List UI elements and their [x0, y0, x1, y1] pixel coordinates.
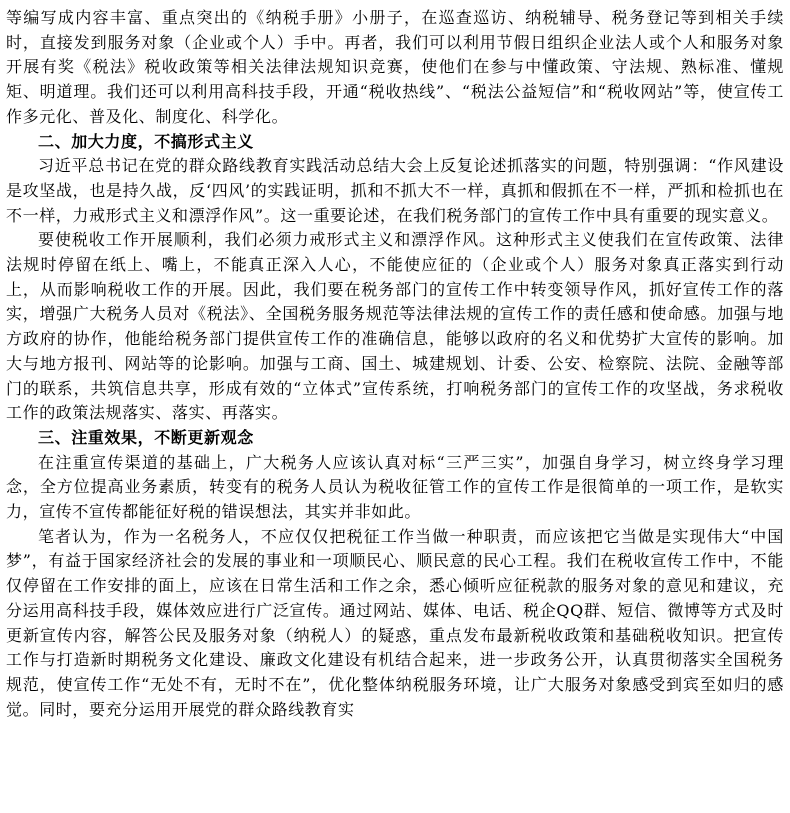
paragraph-2-1: 习近平总书记在党的群众路线教育实践活动总结大会上反复论述抓落实的问题，特别强调：“作风建设是攻坚战，也是持久战，反‘四风’的实践证明，抓和不抓大不一样，真抓和假抓在不一样，严抓和检抓也在不一样，力戒形式主义和漂浮作风”。这一重要论述，在我们税务部门的宣传工作中具有重要的现实意义。 — [6, 156, 784, 225]
section-heading-2: 二、加大力度，不搞形式主义 — [38, 131, 254, 151]
paragraph-3-2: 笔者认为，作为一名税务人，不应仅仅把税征工作当做一种职责，而应该把它当做是实现伟大“中国梦”，有益于国家经济社会的发展的事业和一项顺民心、顺民意的民心工程。我们在税收宣传工作中，不能仅停留在工作安排的面上，应该在日常生活和工作之余，悉心倾听应征税款的服务对象的意见和建议，充分运用高科技手段，媒体效应进行广泛宣传。通过网站、媒体、电话、税企QQ群、短信、微博等方式及时更新宣传内容，解答公民及服务对象（纳税人）的疑惑，重点发布最新税收政策和基础税收知识。把宣传工作与打造新时期税务文化建设、廉政文化建设有机结合起来，进一步政务公开，认真贯彻落实全国税务规范，使宣传工作“无处不有，无时不在”，优化整体纳税服务环境，让广大服务对象感受到宾至如归的感觉。同时，要充分运用开展党的群众路线教育实 — [6, 526, 784, 719]
paragraph-intro: 等编写成内容丰富、重点突出的《纳税手册》小册子，在巡查巡访、纳税辅导、税务登记等到相关手续时，直接发到服务对象（企业或个人）手中。再者，我们可以利用节假日组织企业法人或个人和服务对象开展有奖《税法》税收政策等相关法律法规知识竞赛，使他们在参与中懂政策、守法规、熟标准、懂规矩、明道理。我们还可以利用高科技手段，开通“税收热线”、“税法公益短信”和“税收网站”等，使宣传工作多元化、普及化、制度化、科学化。 — [6, 8, 784, 126]
paragraph-3-1: 在注重宣传渠道的基础上，广大税务人应该认真对标“三严三实”，加强自身学习，树立终身学习理念，全方位提高业务素质，转变有的税务人员认为税收征管工作的宣传工作是很简单的一项工作，是软实力，宣传不宣传都能征好税的错误想法，其实并非如此。 — [6, 452, 784, 522]
section-heading-3: 三、注重效果，不断更新观念 — [38, 427, 254, 447]
paragraph-2-2: 要使税收工作开展顺利，我们必须力戒形式主义和漂浮作风。这种形式主义使我们在宣传政策、法律法规时停留在纸上、嘴上，不能真正深入人心，不能使应征的（企业或个人）服务对象真正落实到行动上，从而影响税收工作的开展。因此，我们要在税务部门的宣传工作中转变领导作风，抓好宣传工作的落实，增强广大税务人员对《税法》、全国税务服务规范等法律法规的宣传工作的责任感和使命感。加强与地方政府的协作，他能给税务部门提供宣传工作的准确信息，能够以政府的名义和优势扩大宣传的影响。加大与地方报刊、网站等的论影响。加强与工商、国土、城建规划、计委、公安、检察院、法院、金融等部门的联系，共筑信息共享，形成有效的“立体式”宣传系统，打响税务部门的宣传工作的攻坚战，务求税收工作的政策法规落实、落实、再落实。 — [6, 230, 784, 423]
